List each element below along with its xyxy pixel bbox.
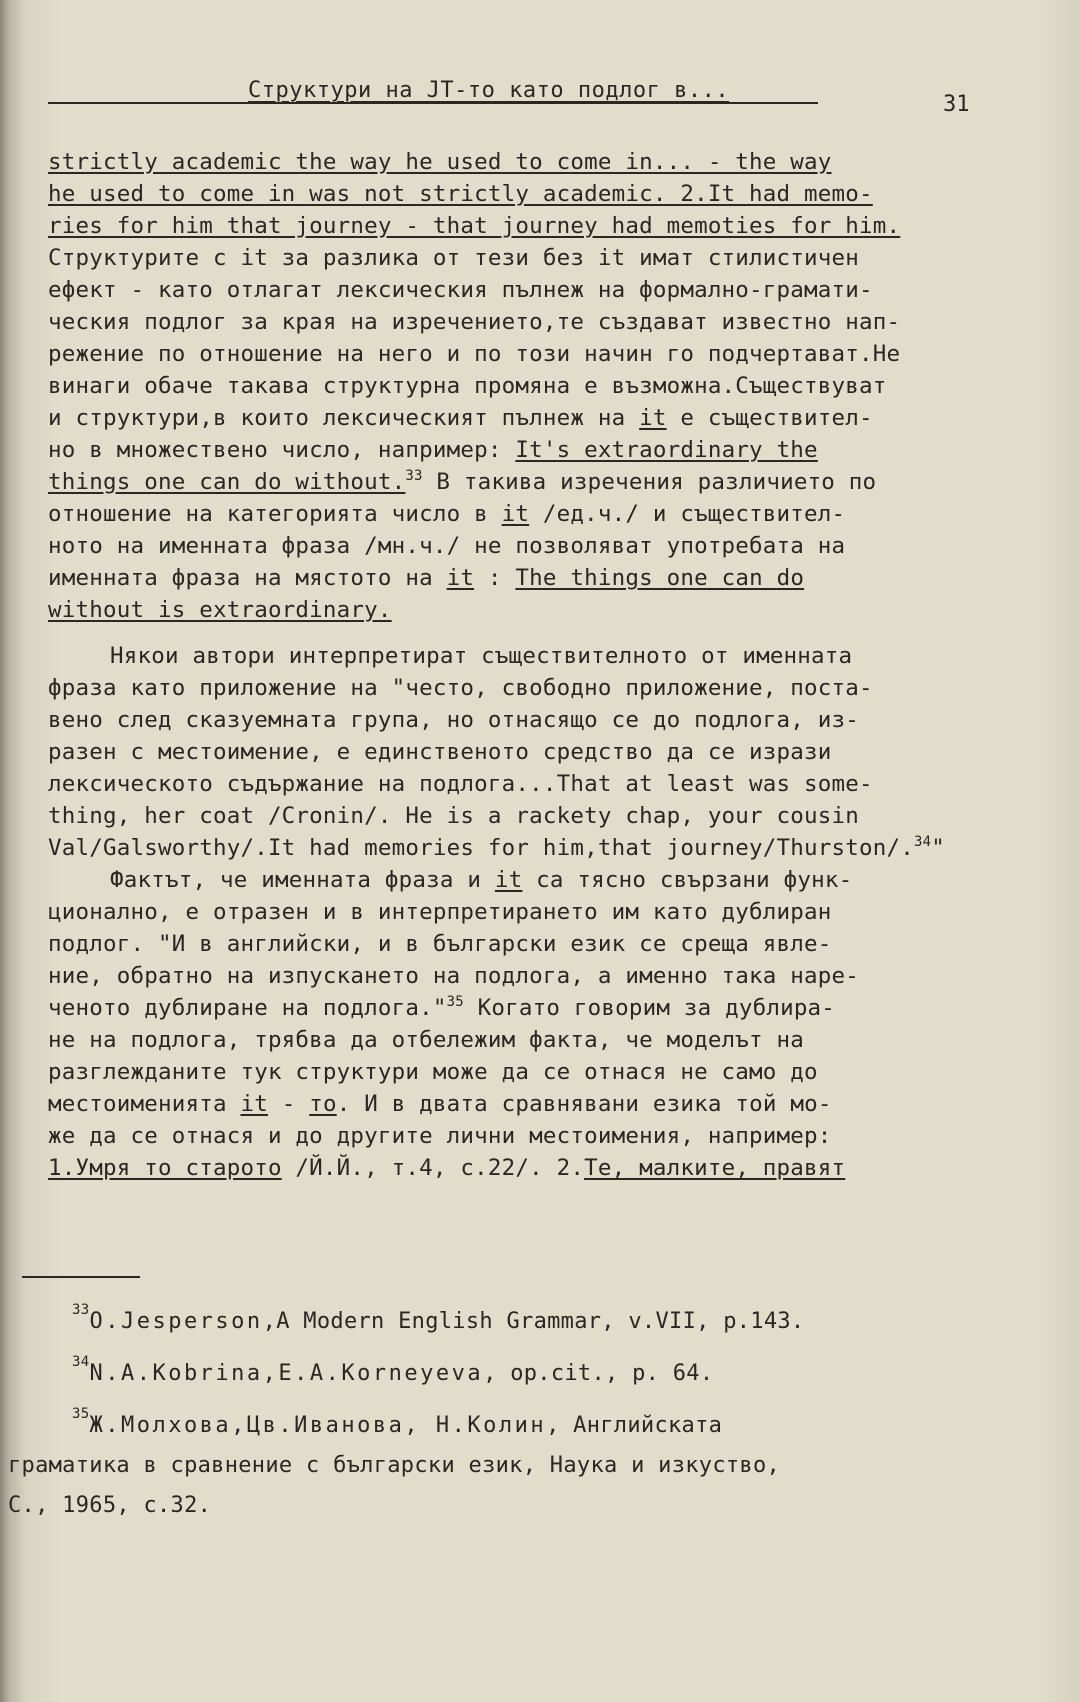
text-span: отношение на категорията число в — [48, 501, 502, 527]
text-line: Структурите с it за разлика от тези без it имат стилистичен — [48, 245, 860, 271]
it-pronoun: it — [240, 1091, 268, 1117]
running-header — [48, 74, 978, 117]
footnote-34 — [8, 1342, 968, 1394]
text-line: without is extraordinary. — [48, 597, 392, 623]
text-span: В такива изречения различието по — [422, 469, 877, 495]
footnote-33 — [8, 1290, 968, 1342]
main-text — [48, 146, 983, 1184]
running-title: Структури на JT-то като подлог в... — [248, 78, 730, 103]
text-line: strictly academic the way he used to come in... - the way — [48, 149, 832, 175]
text-line: ние, обратно на изпускането на подлога, а именно така наре- — [48, 963, 860, 989]
text-line: винаги обаче такава структурна промяна е възможна.Съществуват — [48, 373, 887, 399]
text-line — [48, 992, 983, 1024]
text-line: подлог. "И в английски, и в български език се среща явле- — [48, 931, 832, 957]
text-line: разен с местоимение, е единственото средство да се изрази — [48, 739, 832, 765]
text-line: he used to come in was not strictly academic. 2.It had memo- — [48, 181, 873, 207]
it-pronoun: it — [501, 501, 530, 527]
text-span: . И в двата сравнявани езика той мо- — [336, 1091, 832, 1117]
page-number: 31 — [943, 92, 970, 117]
text-span: Когато говорим за дублира- — [463, 995, 836, 1021]
text-line — [48, 1152, 983, 1184]
footnote-author: Ж.Молхова,Цв.Иванова, Н.Колин — [89, 1413, 547, 1438]
paragraph-2 — [48, 640, 983, 864]
to-pronoun: то — [309, 1091, 337, 1117]
text-line: режение по отношение на него и по този начин го подчертават.Не — [48, 341, 901, 367]
it-pronoun: it — [494, 867, 523, 893]
text-span: местоименията — [48, 1091, 241, 1117]
text-span: са тясно свързани функ- — [522, 867, 853, 893]
footnote-number: 34 — [72, 1354, 90, 1370]
text-line: фраза като приложение на "често, свободно приложение, поста- — [48, 675, 873, 701]
text-line: ries for him that journey - that journey had memoties for him. — [48, 213, 901, 239]
text-span: и структури,в които лексическият пълнеж на — [48, 405, 640, 431]
text-line — [48, 832, 983, 864]
footnotes — [8, 1290, 968, 1526]
text-line — [48, 864, 983, 896]
footnote-text: , Английската — [546, 1413, 723, 1438]
example-sentence: things one can do without. — [48, 469, 406, 495]
text-line: не на подлога, трябва да отбележим факта, че моделът на — [48, 1027, 805, 1053]
text-line — [48, 466, 983, 498]
text-span: Val/Galsworthy/.It had memories for him,that journey/Thurston/. — [48, 835, 915, 861]
example-sentence: The things one can do — [515, 565, 805, 591]
footnote-number: 35 — [72, 1406, 90, 1422]
text-line: же да се отнася и до другите лични местоимения, например: — [48, 1123, 832, 1149]
text-span: " — [931, 835, 946, 861]
text-line: ческия подлог за края на изречението,те създават известно нап- — [48, 309, 901, 335]
footnote-text: ,A Modern English Grammar, v.VII, p.143. — [262, 1309, 805, 1334]
footnote-rule — [22, 1276, 140, 1278]
text-line: ционално, е отразен и в интерпретирането им като дублиран — [48, 899, 832, 925]
footnote-35-continued: граматика в сравнение с български език, Наука и изкуство, — [8, 1453, 781, 1478]
text-line: ефект - като отлагат лексическия пълнеж на формално-грамати- — [48, 277, 873, 303]
footnote-35 — [8, 1394, 968, 1446]
text-span: ченото дублиране на подлога." — [48, 995, 447, 1021]
text-line — [48, 562, 983, 594]
text-span: но в множествено число, например: — [48, 437, 516, 463]
footnote-35-continued: С., 1965, с.32. — [8, 1493, 212, 1518]
text-line: ното на именната фраза /мн.ч./ не позволяват употребата на — [48, 533, 846, 559]
paragraph-3 — [48, 864, 983, 1184]
text-span: /Й.Й., т.4, с.22/. 2. — [281, 1155, 585, 1181]
text-line — [48, 498, 983, 530]
text-span: /ед.ч./ и съществител- — [529, 501, 846, 527]
example-sentence: Те, малките, правят — [584, 1155, 846, 1181]
text-line — [48, 1088, 983, 1120]
text-line: лексическото съдържание на подлога...That at least was some- — [48, 771, 873, 797]
text-line: вено след сказуемната група, но отнасящо се до подлога, из- — [48, 707, 860, 733]
text-span: Фактът, че именната фраза и — [110, 867, 495, 893]
footnote-ref-35: 35 — [446, 994, 464, 1010]
footnote-author: O.Jesperson — [89, 1309, 263, 1334]
text-line: Някои автори интерпретират съществителното от именната — [110, 643, 853, 669]
it-pronoun: it — [639, 405, 667, 431]
example-sentence: 1.Умря то старото — [48, 1155, 282, 1181]
it-pronoun: it — [446, 565, 475, 591]
text-line: разглежданите тук структури може да се отнася не само до — [48, 1059, 818, 1085]
footnote-number: 33 — [72, 1302, 90, 1318]
footnote-ref-33: 33 — [405, 468, 423, 484]
footnote-author: N.A.Kobrina,E.A.Korneyeva — [89, 1361, 484, 1386]
text-span: : — [474, 565, 516, 591]
text-line — [48, 434, 983, 466]
text-span: е съществител- — [666, 405, 873, 431]
text-line: thing, her coat /Cronin/. He is a rackety chap, your cousin — [48, 803, 860, 829]
text-span: - — [267, 1091, 310, 1117]
footnote-ref-34: 34 — [914, 834, 932, 850]
footnote-text: , op.cit., p. 64. — [483, 1361, 714, 1386]
text-line — [48, 402, 983, 434]
text-span: именната фраза на мястото на — [48, 565, 447, 591]
example-sentence: It's extraordinary the — [515, 437, 818, 463]
paragraph-1 — [48, 146, 983, 626]
